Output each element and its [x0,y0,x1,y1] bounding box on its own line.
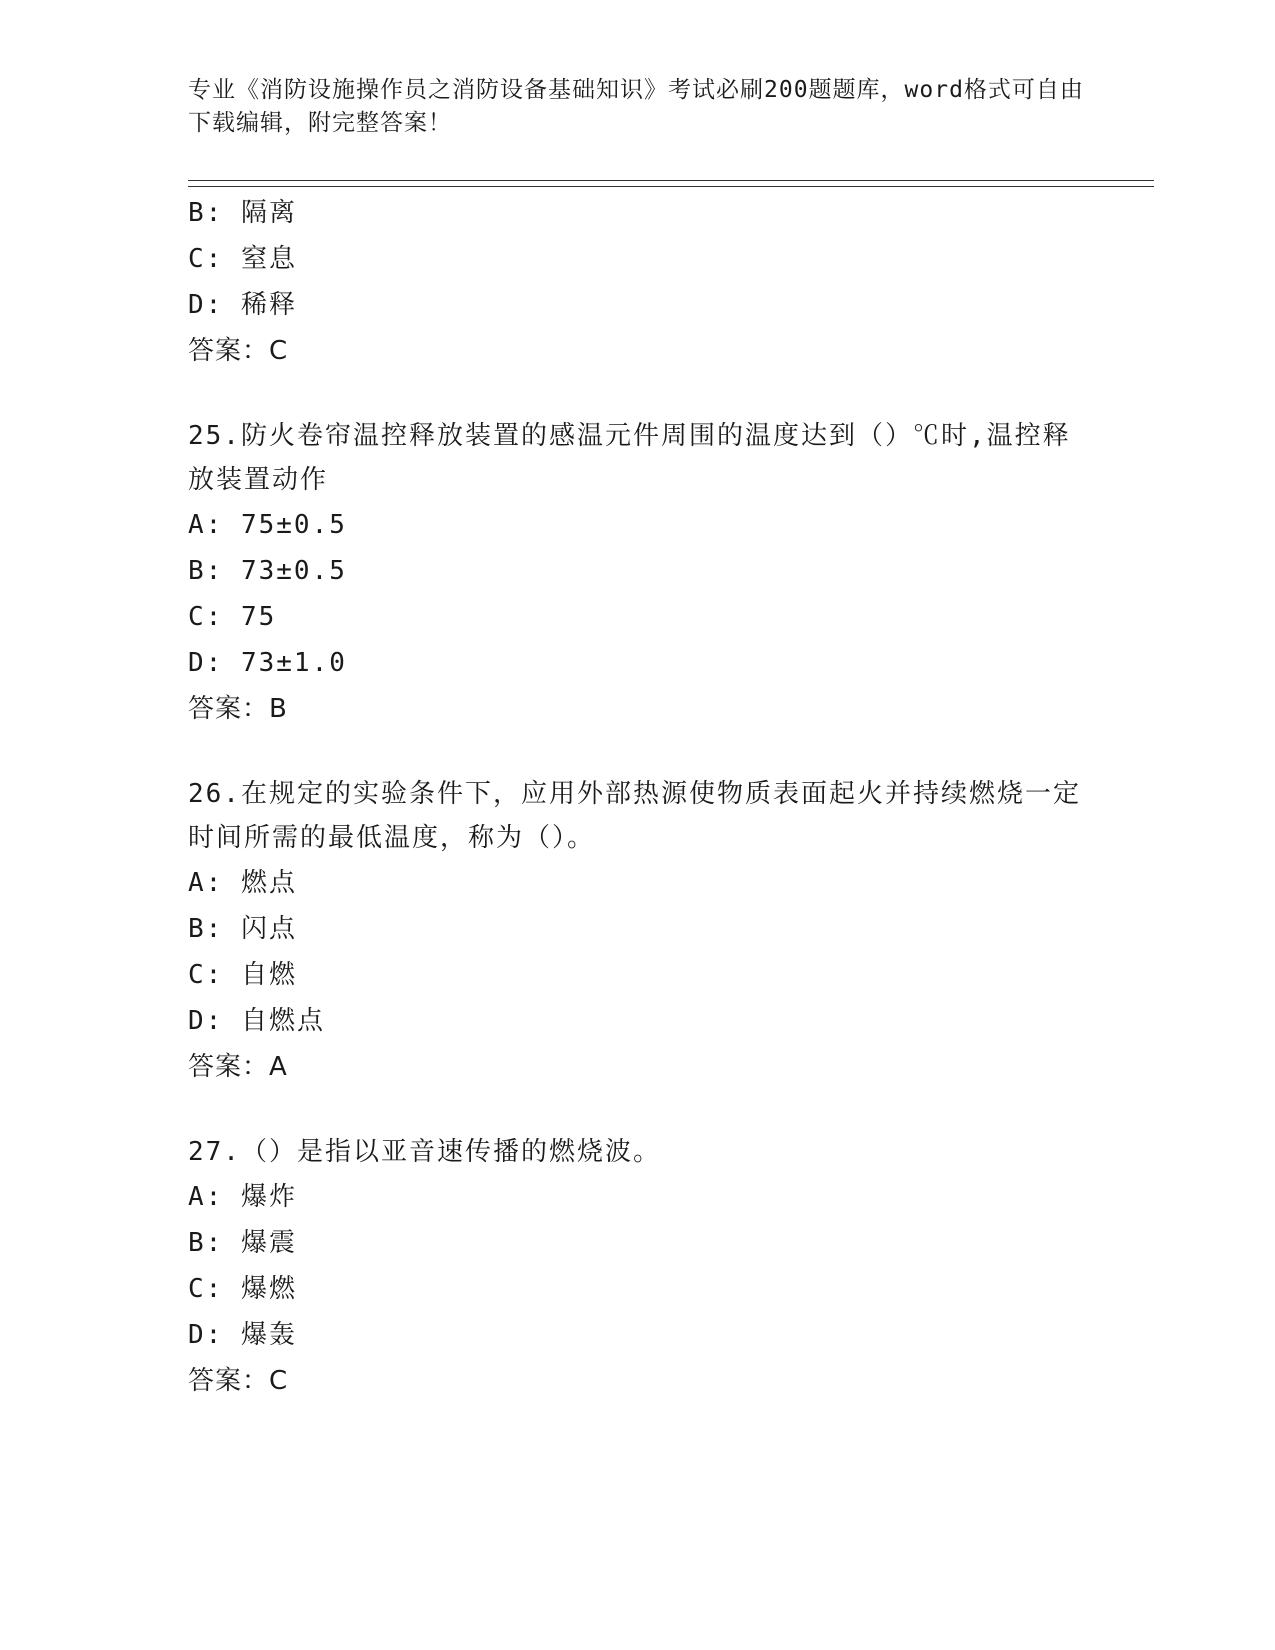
option-b: B: 爆震 [188,1228,297,1258]
option-d: D: 爆轰 [188,1320,297,1350]
option-d: D: 73±1.0 [188,648,347,678]
option-c: C: 爆燃 [188,1274,297,1304]
answer-line: 答案：A [188,1052,288,1082]
previous-question-tail [188,190,1088,374]
question-text: 25.防火卷帘温控释放装置的感温元件周围的温度达到（）℃时,温控释放装置动作 [188,421,1071,495]
option-b: B: 闪点 [188,914,297,944]
option-c: C: 75 [188,602,277,632]
answer-line: 答案：C [188,336,289,366]
question-list [188,190,1088,1404]
question-text: 27.（）是指以亚音速传播的燃烧波。 [188,1137,661,1167]
header-divider [188,180,1154,187]
option-c: C: 自燃 [188,960,297,990]
option-d: D: 稀释 [188,290,297,320]
question-25 [188,414,1088,732]
question-27 [188,1130,1088,1404]
option-b: B: 73±0.5 [188,556,347,586]
question-26 [188,772,1088,1090]
document-header-title: 专业《消防设施操作员之消防设备基础知识》考试必刷200题题库，word格式可自由下载编辑，附完整答案！ [188,77,1084,136]
option-a: A: 燃点 [188,868,297,898]
option-a: A: 爆炸 [188,1182,297,1212]
question-text: 26.在规定的实验条件下，应用外部热源使物质表面起火并持续燃烧一定时间所需的最低温度，称为（）。 [188,779,1081,853]
option-c: C: 窒息 [188,244,297,274]
option-a: A: 75±0.5 [188,510,347,540]
option-b: B: 隔离 [188,198,297,228]
answer-line: 答案：B [188,694,288,724]
answer-line: 答案：C [188,1366,289,1396]
option-d: D: 自燃点 [188,1006,325,1036]
